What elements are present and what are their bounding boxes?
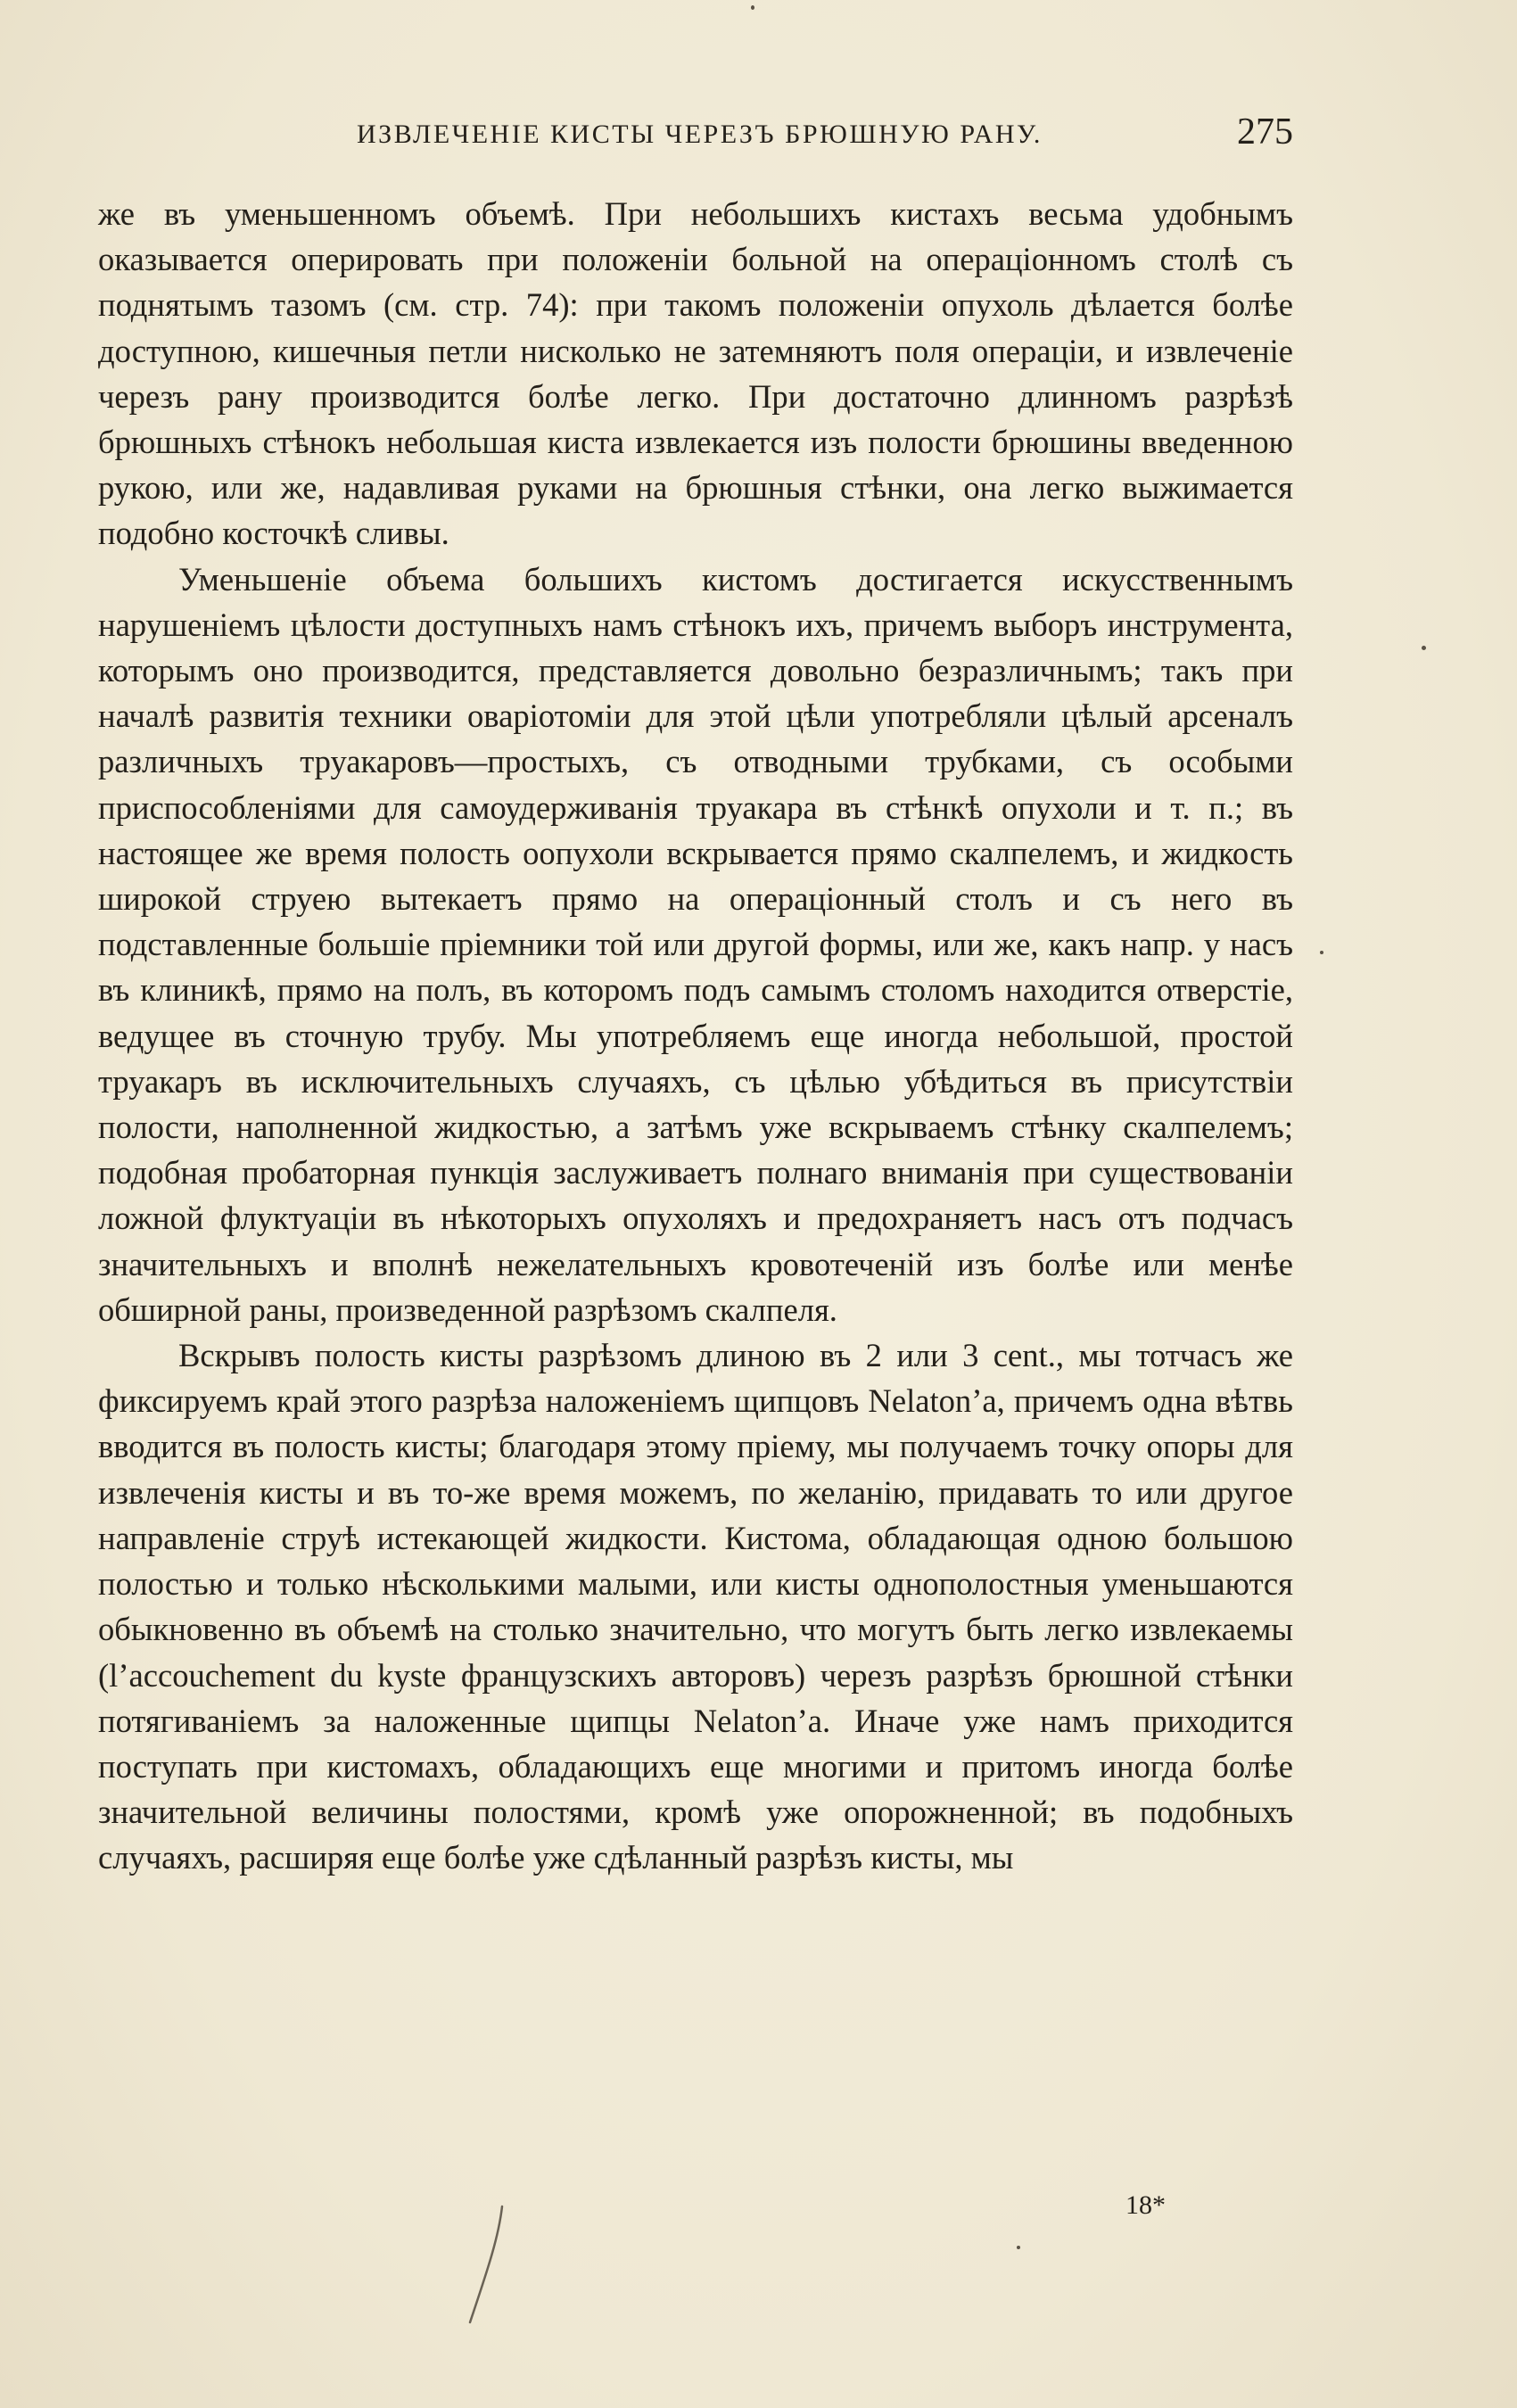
paragraph-1: же въ уменьшенномъ объемѣ. При небольшихъ кистахъ весьма удобнымъ оказывается оперировать при положеніи больной на операціонномъ столѣ съ поднятымъ тазомъ (см. стр. 74): при такомъ положеніи опухоль дѣлается болѣе доступною, кишечныя петли нисколько не затемняютъ поля операціи, и извлеченіе черезъ рану производится болѣе легко. При достаточно длинномъ разрѣзѣ брюшныхъ стѣнокъ небольшая киста извлекается изъ полости брюшины введенною рукою, или же, надавливая руками на брюшныя стѣнки, она легко выжимается подобно косточкѣ сливы. xyxy=(98,195,1293,552)
body-text xyxy=(98,191,1293,1881)
running-title: ИЗВЛЕЧЕНІЕ КИСТЫ ЧЕРЕЗЪ БРЮШНУЮ РАНУ. xyxy=(357,120,1043,149)
running-head xyxy=(98,111,1293,159)
page-number: 275 xyxy=(1237,111,1293,153)
paper-speck xyxy=(1422,646,1426,650)
signature-mark: 18* xyxy=(1125,2190,1166,2220)
paper-speck xyxy=(751,5,754,10)
pencil-stroke-mark xyxy=(459,2203,513,2328)
paragraph-2: Уменьшеніе объема большихъ кистомъ достигается искусственнымъ нарушеніемъ цѣлости доступныхъ намъ стѣнокъ ихъ, причемъ выборъ инструмента, которымъ оно производится, представляется довольно безразличнымъ; такъ при началѣ развитія техники оваріотоміи для этой цѣли употребляли цѣлый арсеналъ различныхъ труакаровъ—простыхъ, съ отводными трубками, съ особыми приспособленіями для самоудерживанія труакара въ стѣнкѣ опухоли и т. п.; въ настоящее же время полость оопухоли вскрывается прямо скалпелемъ, и жидкость широкой струею вытекаетъ прямо на операціонный столъ и съ него въ подставленные большіе пріемники той или другой формы, или же, какъ напр. у насъ въ клиникѣ, прямо на полъ, въ которомъ подъ самымъ столомъ находится отверстіе, ведущее въ сточную трубу. Мы употребляемъ еще иногда небольшой, простой труакаръ въ исключительныхъ случаяхъ, съ цѣлью убѣдиться въ присутствіи полости, наполненной жидкостью, а затѣмъ уже вскрываемъ стѣнку скалпелемъ; подобная пробаторная пункція заслуживаетъ полнаго вниманія при существованіи ложной флуктуаціи въ нѣкоторыхъ опухоляхъ и предохраняетъ насъ отъ подчасъ значительныхъ и вполнѣ нежелательныхъ кровотеченій изъ болѣе или менѣе обширной раны, произведенной разрѣзомъ скалпеля. xyxy=(98,560,1293,1328)
paper-speck xyxy=(1320,951,1323,954)
paper-speck xyxy=(1017,2246,1020,2249)
paragraph-3: Вскрывъ полость кисты разрѣзомъ длиною въ 2 или 3 cent., мы тотчасъ же фиксируемъ край этого разрѣза наложеніемъ щипцовъ Nelaton’а, причемъ одна вѣтвь вводится въ полость кисты; благодаря этому пріему, мы получаемъ точку опоры для извлеченія кисты и въ то-же время можемъ, по желанію, придавать то или другое направленіе струѣ истекающей жидкости. Кистома, обладающая одною большою полостью и только нѣсколькими малыми, или кисты однополостныя уменьшаются обыкновенно въ объемѣ на столько значительно, что могутъ быть легко извлекаемы (l’accouchement du kyste французскихъ авторовъ) черезъ разрѣзъ брюшной стѣнки потягиваніемъ за наложенные щипцы Nelaton’а. Иначе уже намъ приходится поступать при кистомахъ, обладающихъ еще многими и притомъ иногда болѣе значительной величины полостями, кромѣ уже опорожненной; въ подобныхъ случаяхъ, расширяя еще болѣе уже сдѣланный разрѣзъ кисты, мы xyxy=(98,1337,1293,1876)
